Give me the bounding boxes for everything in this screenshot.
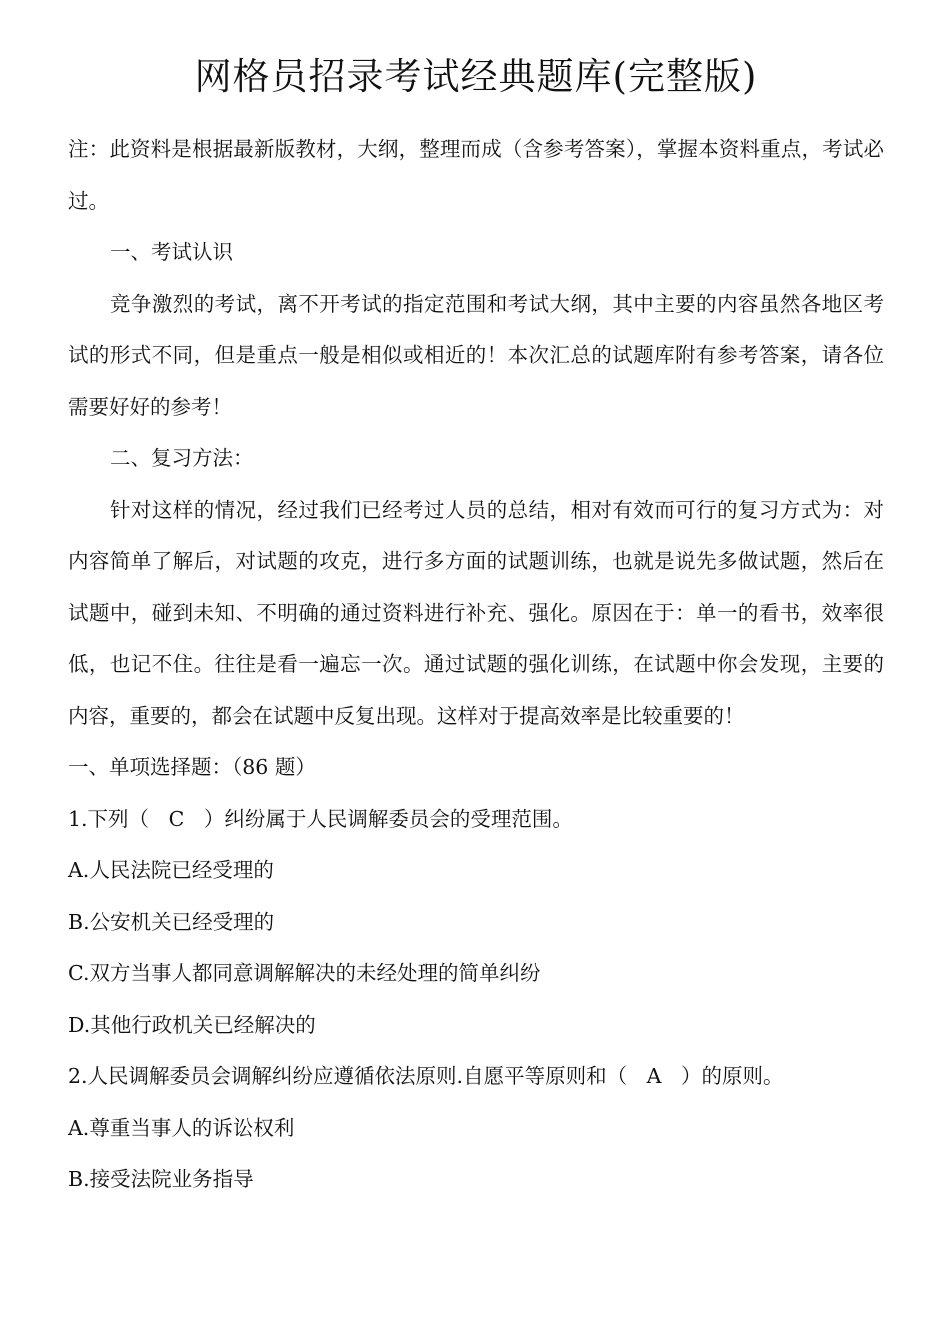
question-option: A.人民法院已经受理的 <box>68 858 274 882</box>
section2-heading: 二、复习方法： <box>110 446 254 470</box>
question-option: A.尊重当事人的诉讼权利 <box>68 1115 295 1140</box>
section1-body: 竞争激烈的考试，离不开考试的指定范围和考试大纲，其中主要的内容虽然各地区考试的形式不同，但是重点一般是相似或相近的！本次汇总的试题库附有参考答案，请各位需要好好的参考！ <box>68 291 884 419</box>
question-option: D.其他行政机关已经解决的 <box>68 1012 316 1037</box>
question-stem: 2.人民调解委员会调解纠纷应遵循依法原则.自愿平等原则和（ A ）的原则。 <box>68 1064 784 1088</box>
question-stem: 1.下列（ C ）纠纷属于人民调解委员会的受理范围。 <box>68 806 573 831</box>
document-title: 网格员招录考试经典题库(完整版) <box>194 55 758 98</box>
question-option: B.公安机关已经受理的 <box>68 909 275 934</box>
note-paragraph: 注：此资料是根据最新版教材，大纲，整理而成（含参考答案），掌握本资料重点，考试必过。 <box>68 137 884 213</box>
question-option: B.接受法院业务指导 <box>68 1167 254 1191</box>
section2-body: 针对这样的情况，经过我们已经考过人员的总结，相对有效而可行的复习方式为：对内容简单了解后，对试题的攻克，进行多方面的试题训练，也就是说先多做试题，然后在试题中，碰到未知、不明确的通过资料进行补充、强化。原因在于：单一的看书，效率很低，也记不住。往往是看一遍忘一次。通过试题的强化训练，在试题中你会发现，主要的内容，重要的，都会在试题中反复出现。这样对于提高效率是比较重要的！ <box>68 497 884 728</box>
questions-heading: 一、单项选择题：（86 题） <box>68 755 316 779</box>
question-option: C.双方当事人都同意调解解决的未经处理的简单纠纷 <box>68 961 541 985</box>
section1-heading: 一、考试认识 <box>110 240 233 264</box>
